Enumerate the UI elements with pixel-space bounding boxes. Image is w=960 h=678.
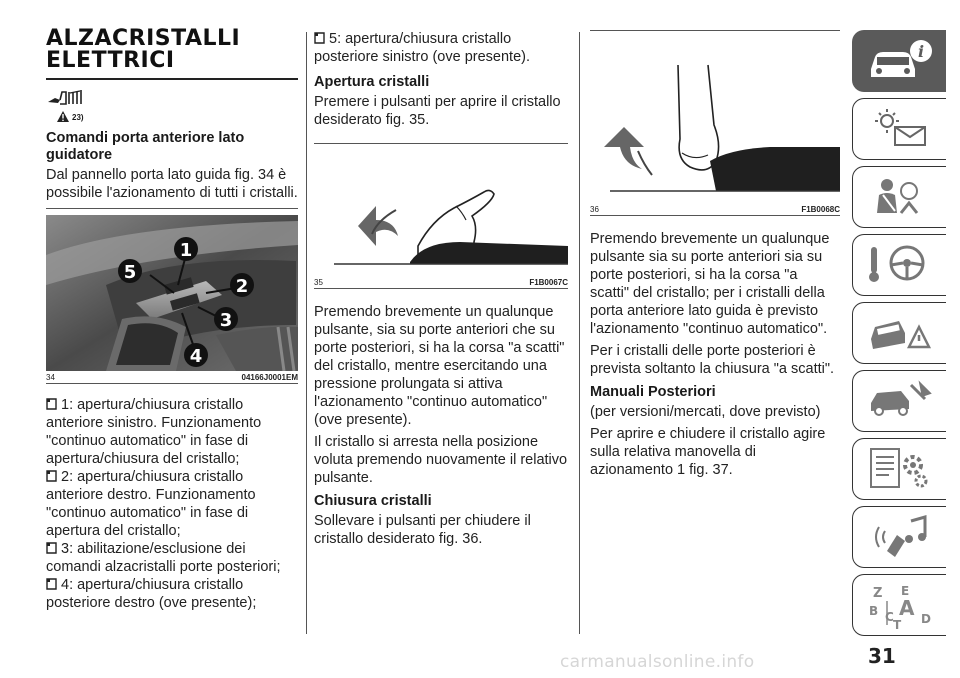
press-button-illustration (314, 150, 568, 276)
callout-2: 2 (235, 276, 249, 297)
list-item-text: 3: abilitazione/esclusione dei comandi alzacristalli porte posteriori; (46, 541, 281, 575)
manual-text: (per versioni/mercati, dove previsto) (590, 404, 821, 420)
column-divider-left (306, 32, 307, 634)
figure-bottom-rule (590, 215, 840, 216)
opening-heading: Apertura cristalli (314, 74, 430, 90)
closing-heading: Chiusura cristalli (314, 493, 432, 509)
tab-warning-lights[interactable] (852, 98, 946, 160)
warning-triangle-icon (56, 110, 70, 123)
column-1 (46, 28, 298, 612)
closing-text-2: Premendo brevemente un qualunque pulsante sia su porte anteriori sia su porte posteriori, si ha la corsa "a scatti" del cristallo; per i cristalli della porta anteriore lato guida è previsto l'azionamento "continuo automatico". (590, 231, 830, 337)
lift-button-illustration (590, 35, 840, 203)
list-bullet-icon (46, 578, 57, 590)
svg-text:A: A (899, 596, 915, 620)
multimedia-icon (865, 513, 935, 561)
symbol-row (46, 88, 298, 126)
front-driver-heading: Comandi porta anteriore lato guidatore (46, 130, 245, 163)
opening-text: Premere i pulsanti per aprire il cristallo desiderato fig. 35. (314, 94, 561, 128)
list-item (46, 468, 298, 540)
svg-text:Z: Z (873, 586, 883, 601)
tab-starting-driving[interactable] (852, 234, 946, 296)
column-3 (590, 30, 840, 483)
page-number: 31 (868, 644, 896, 668)
svg-text:i: i (917, 42, 925, 61)
figure-top-rule (590, 30, 840, 31)
figure-bottom-rule (314, 288, 568, 289)
watermark: carmanualsonline.info (560, 652, 755, 672)
list-item-text: 4: apertura/chiusura cristallo posteriore destro (ove presente); (46, 577, 257, 611)
starting-driving-icon (865, 241, 935, 289)
list-item (46, 396, 298, 468)
technical-data-icon (865, 445, 935, 493)
safety-seat-icon (865, 173, 935, 221)
figure-code: F1B0068C (801, 205, 840, 214)
svg-text:T: T (893, 618, 902, 629)
tab-safety[interactable] (852, 166, 946, 228)
figure-bottom-rule (46, 383, 298, 384)
svg-text:D: D (921, 612, 931, 626)
opening-text-3: Il cristallo si arresta nella posizione voluta premendo nuovamente il relativo pulsante. (314, 434, 568, 486)
emergency-icon (865, 309, 935, 357)
figure-top-rule (46, 208, 298, 209)
svg-text:B: B (869, 604, 879, 618)
callout-4: 4 (189, 346, 203, 367)
list-item-text: 2: apertura/chiusura cristallo anteriore destro. Funzionamento "continuo automatico" in fase di apertura del cristallo; (46, 469, 256, 539)
door-panel-illustration (46, 215, 298, 371)
list-item (46, 540, 298, 576)
window-lift-symbol-icon (46, 88, 90, 106)
title-rule (46, 78, 298, 80)
figure-number: 34 (46, 373, 55, 382)
warning-reference: 23) (72, 113, 84, 122)
callout-5: 5 (123, 262, 137, 283)
list-bullet-icon (314, 32, 325, 44)
tab-maintenance[interactable] (852, 370, 946, 432)
section-title-line2: ELETTRICI (46, 48, 175, 73)
manual-heading: Manuali Posteriori (590, 384, 716, 400)
callout-1: 1 (179, 240, 193, 261)
tab-technical-data[interactable] (852, 438, 946, 500)
figure-36 (590, 30, 840, 216)
tab-car-info[interactable] (852, 30, 946, 92)
tab-emergency[interactable] (852, 302, 946, 364)
section-title (46, 28, 298, 72)
svg-text:C: C (885, 610, 894, 624)
maintenance-icon (865, 377, 935, 425)
list-bullet-icon (46, 398, 57, 410)
figure-34-caption (46, 373, 298, 382)
figure-35 (314, 143, 568, 289)
figure-code: F1B0067C (529, 278, 568, 287)
callout-3: 3 (219, 310, 233, 331)
tab-index[interactable] (852, 574, 946, 636)
closing-text-3: Per i cristalli delle porte posteriori è prevista soltanto la chiusura "a scatti". (590, 343, 835, 377)
tab-multimedia[interactable] (852, 506, 946, 568)
column-divider-right (579, 32, 580, 634)
figure-number: 35 (314, 278, 323, 287)
warning-lights-icon (865, 105, 935, 153)
column-2 (314, 30, 568, 552)
manual-text-2: Per aprire e chiudere il cristallo agire sulla relativa manovella di azionamento 1 fig. 37. (590, 426, 826, 478)
figure-top-rule (314, 143, 568, 144)
list-item (314, 30, 568, 66)
controls-list (46, 396, 298, 612)
list-item-text: 5: apertura/chiusura cristallo posteriore sinistro (ove presente). (314, 31, 530, 65)
figure-36-caption (590, 205, 840, 214)
front-driver-intro: Dal pannello porta lato guida fig. 34 è possibile l'azionamento di tutti i cristalli. (46, 167, 298, 201)
list-item-text: 1: apertura/chiusura cristallo anteriore sinistro. Funzionamento "continuo automatico" in fase di apertura/chiusura del cristallo; (46, 397, 262, 467)
figure-code: 04166J0001EM (241, 373, 298, 382)
car-info-icon (865, 37, 935, 85)
closing-text: Sollevare i pulsanti per chiudere il cristallo desiderato fig. 36. (314, 513, 531, 547)
list-bullet-icon (46, 542, 57, 554)
list-item (46, 576, 298, 612)
opening-text-2: Premendo brevemente un qualunque pulsante, sia su porte anteriori che su porte posteriori, si ha la corsa "a scatti" del cristallo, mentre esercitando una pressione prolungata si attiva l'azionamento "continuo automatico" (ove presente). (314, 304, 565, 428)
list-bullet-icon (46, 470, 57, 482)
svg-text:E: E (901, 584, 910, 598)
figure-number: 36 (590, 205, 599, 214)
figure-34 (46, 208, 298, 384)
index-icon (865, 581, 935, 629)
section-title-line1: ALZACRISTALLI (46, 26, 241, 51)
figure-35-caption (314, 278, 568, 287)
